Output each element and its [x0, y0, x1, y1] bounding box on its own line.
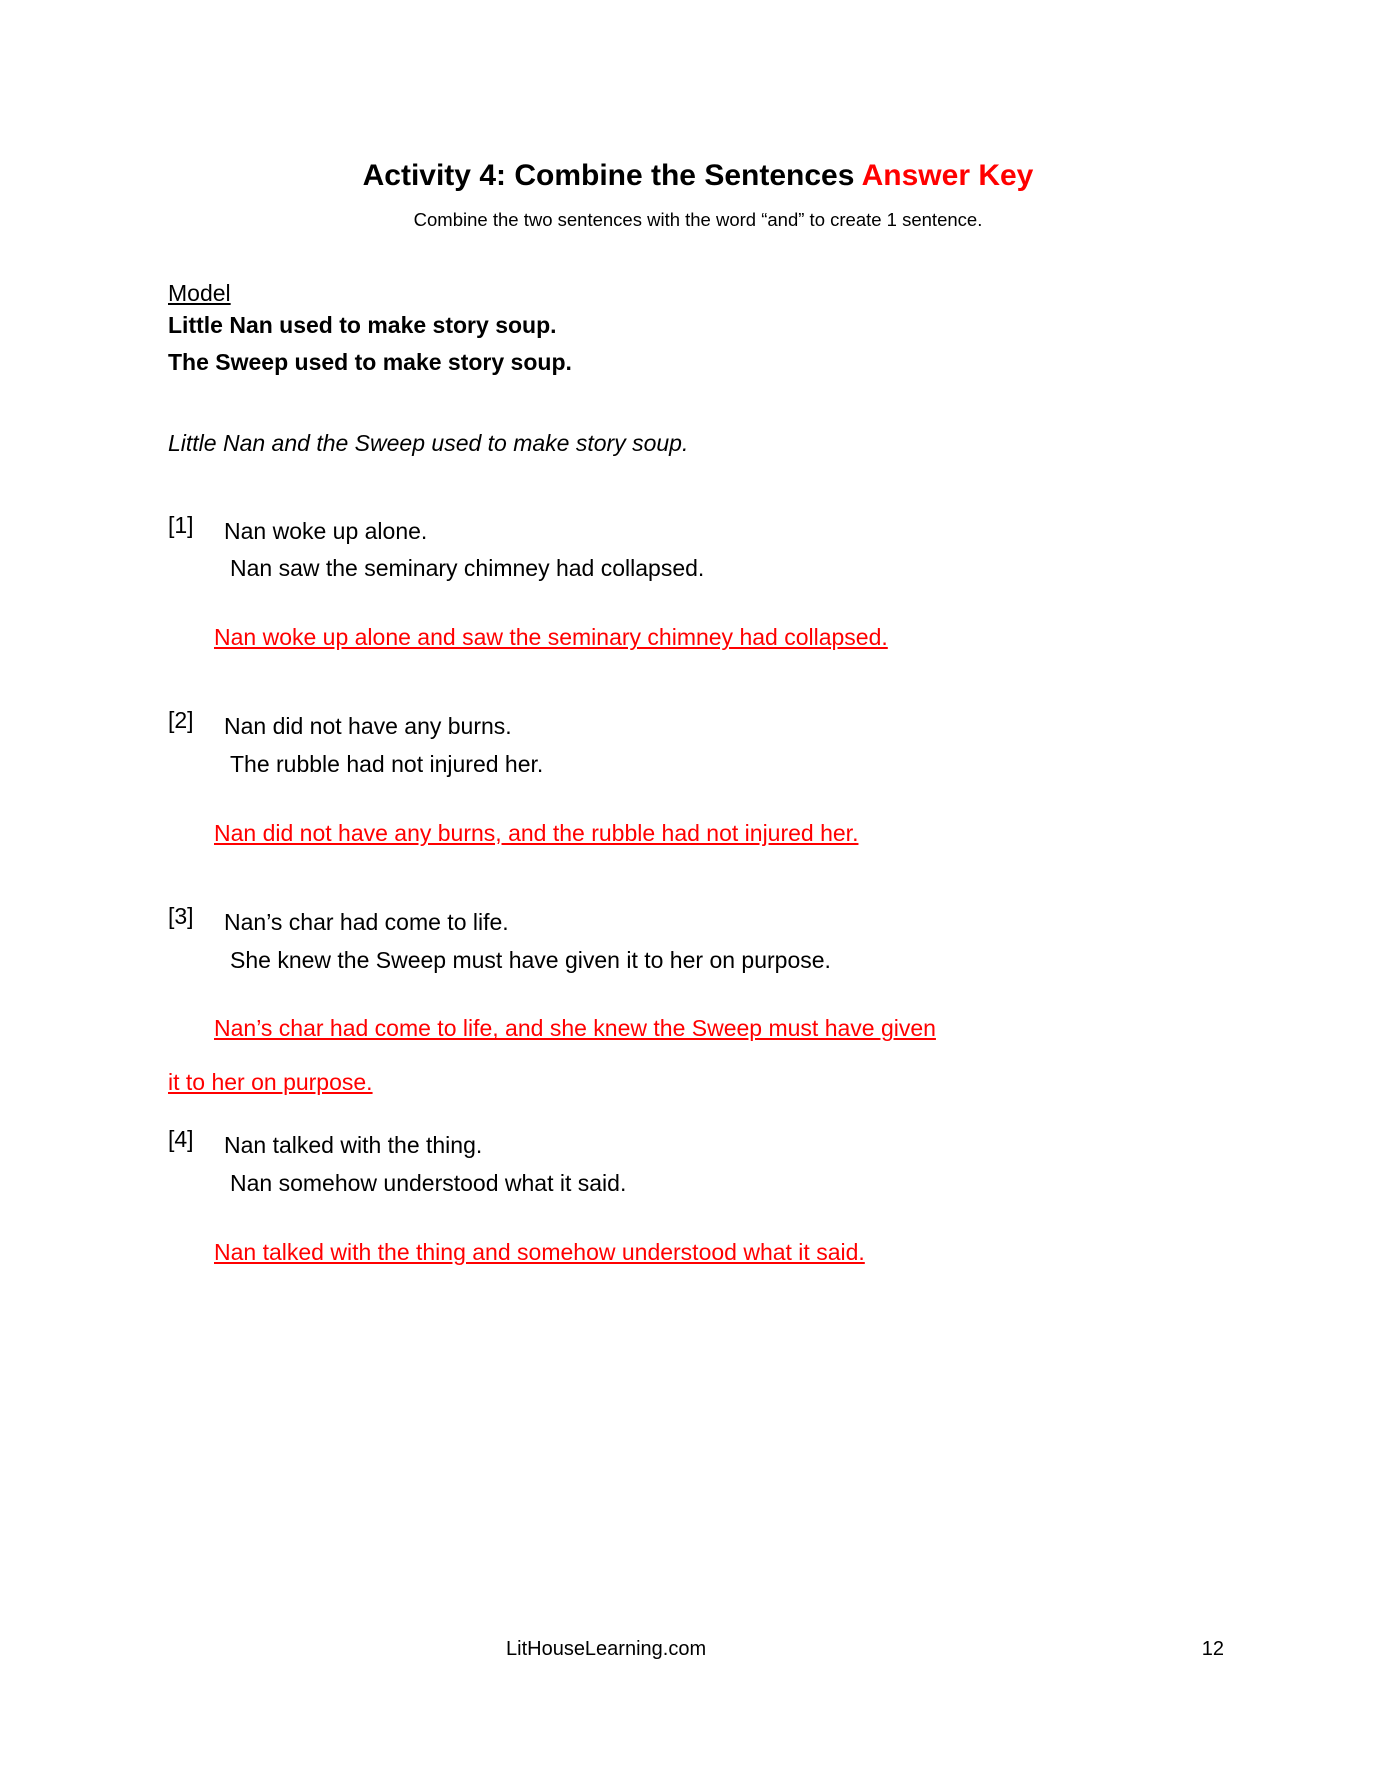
- item-3-sentence-1: Nan’s char had come to life.: [224, 908, 509, 935]
- page-footer: [168, 1638, 1228, 1661]
- item-2-answer: Nan did not have any burns, and the rubble had not injured her.: [214, 819, 859, 846]
- model-sentence-2: The Sweep used to make story soup.: [168, 349, 572, 376]
- question-lines: [224, 708, 1228, 784]
- question-lines: [224, 1127, 1228, 1203]
- exercise-item-4: [168, 1127, 1228, 1271]
- question-row: [168, 708, 1228, 784]
- exercise-item-2: [168, 708, 1228, 852]
- item-2-sentence-2: The rubble had not injured her.: [230, 751, 544, 777]
- item-1-answer: Nan woke up alone and saw the seminary chimney had collapsed.: [214, 624, 888, 651]
- model-answer: Little Nan and the Sweep used to make story soup.: [168, 429, 689, 456]
- instructions-text: Combine the two sentences with the word “and” to create 1 sentence.: [413, 209, 983, 230]
- model-sentence-1: Little Nan used to make story soup.: [168, 312, 557, 339]
- question-lines: [224, 513, 1228, 589]
- item-4-sentence-1: Nan talked with the thing.: [224, 1131, 483, 1158]
- item-number-3: [3]: [168, 902, 194, 929]
- item-3-answer-continued: it to her on purpose.: [168, 1069, 373, 1096]
- question-row: [168, 1127, 1228, 1203]
- item-2-sentence-1: Nan did not have any burns.: [224, 713, 512, 740]
- page-sheet: [8, 8, 1374, 1780]
- item-3-answer: Nan’s char had come to life, and she knew the Sweep must have given: [214, 1015, 936, 1042]
- item-number-2: [2]: [168, 707, 194, 734]
- item-1-sentence-1: Nan woke up alone.: [224, 517, 428, 544]
- document-content: [168, 158, 1228, 1270]
- page-title: [168, 158, 1228, 194]
- answer-key-label: Answer Key: [861, 159, 1034, 192]
- item-3-sentence-2: She knew the Sweep must have given it to her on purpose.: [230, 946, 831, 973]
- item-number-4: [4]: [168, 1125, 194, 1152]
- model-label: Model: [168, 280, 231, 307]
- item-1-sentence-2: Nan saw the seminary chimney had collapsed.: [230, 555, 705, 582]
- question-row: [168, 904, 1228, 980]
- item-4-answer: Nan talked with the thing and somehow understood what it said.: [214, 1238, 865, 1265]
- item-number-1: [1]: [168, 511, 194, 538]
- footer-page-number: 12: [1201, 1638, 1224, 1660]
- question-lines: [224, 904, 1228, 980]
- footer-site-name: LitHouseLearning.com: [506, 1638, 707, 1660]
- exercise-item-3: [168, 904, 1228, 1101]
- question-row: [168, 513, 1228, 589]
- page-title-main: Activity 4: Combine the Sentences: [362, 159, 862, 192]
- item-4-sentence-2: Nan somehow understood what it said.: [230, 1169, 627, 1196]
- exercise-item-1: [168, 513, 1228, 657]
